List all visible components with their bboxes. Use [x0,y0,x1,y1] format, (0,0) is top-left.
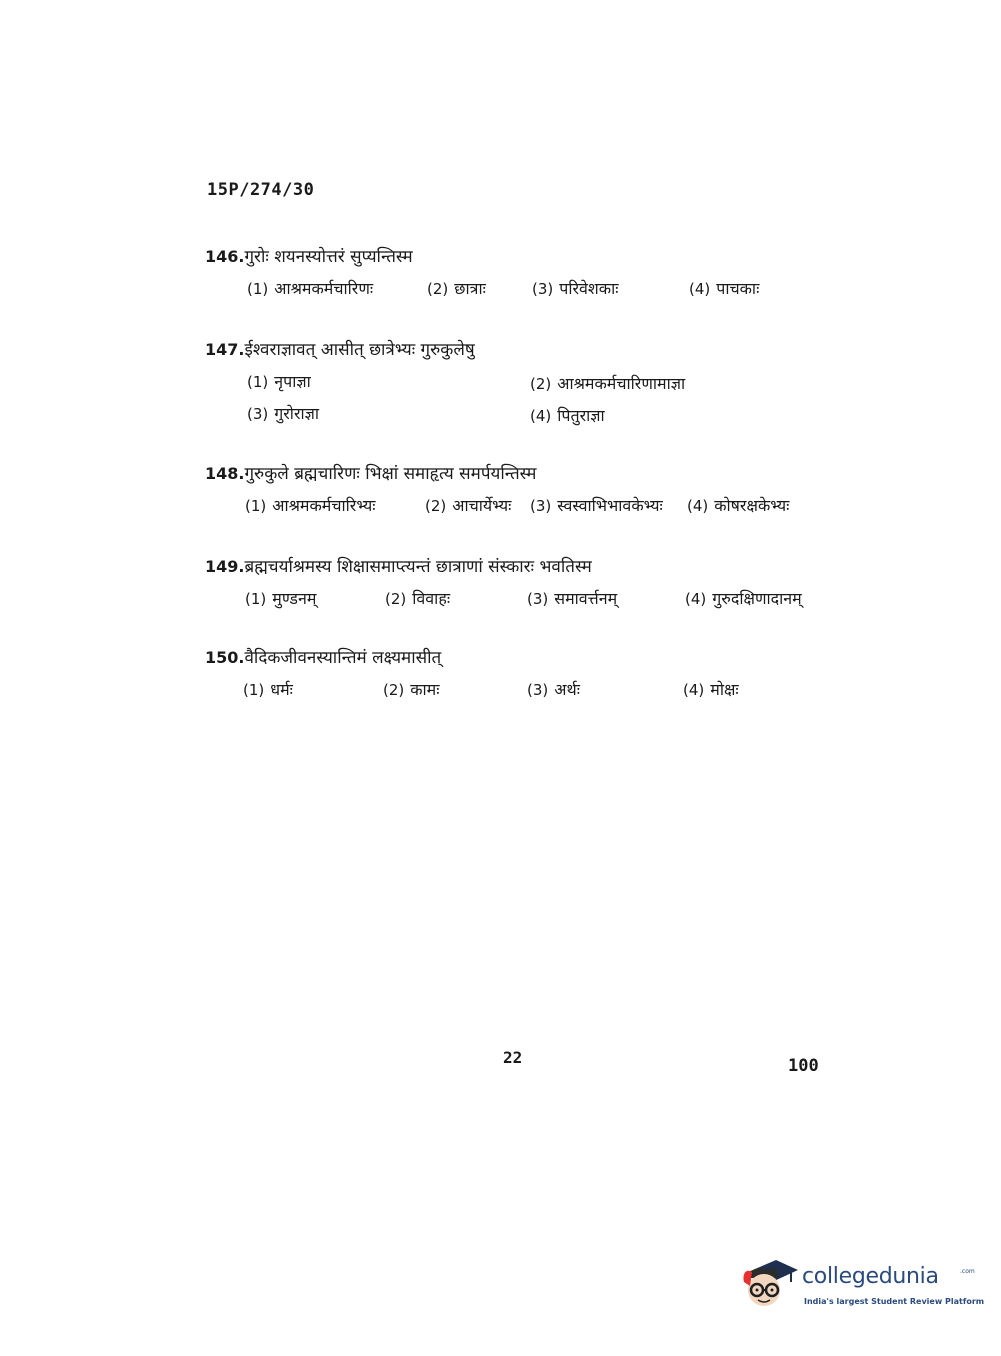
brand-watermark [742,1250,985,1320]
option-number: (2) [425,497,447,515]
option-4 [687,494,789,516]
option-text: अर्थः [554,680,580,699]
option-number: (2) [530,375,552,393]
option-number: (4) [683,681,705,699]
option-1 [247,277,373,299]
option-text: परिवेशकाः [559,279,619,298]
total-marks: 100 [788,1056,819,1076]
options-row [205,277,845,305]
question-number: 149. [205,557,245,576]
question-stem [205,646,845,670]
option-text: छात्राः [454,279,486,298]
option-1 [247,370,311,392]
option-3 [527,587,617,609]
option-number: (1) [247,373,269,391]
option-3 [532,277,618,299]
question-stem [205,338,845,362]
question-text: ईश्वराज्ञावत् आसीत् छात्रेभ्यः गुरुकुलेषु [244,340,475,360]
option-2 [385,587,450,609]
option-number: (3) [527,590,549,608]
question-number: 146. [205,247,245,266]
option-3 [530,494,663,516]
options-row [205,678,845,706]
option-number: (1) [243,681,265,699]
option-text: पितुराज्ञा [557,406,605,425]
option-4 [683,678,739,700]
option-number: (3) [247,405,269,423]
paper-code: 15P/274/30 [207,180,315,200]
option-1 [245,494,376,516]
option-number: (4) [685,590,707,608]
option-text: गुरोराज्ञा [274,404,320,423]
option-text: समावर्त्तनम् [554,589,618,608]
option-number: (1) [245,497,267,515]
option-text: गुरुदक्षिणादानम् [712,589,802,608]
question-number: 148. [205,464,245,483]
option-text: कामः [410,680,440,699]
options-row [205,494,845,522]
option-4 [530,404,605,426]
option-number: (3) [527,681,549,699]
question-stem [205,462,845,486]
option-number: (2) [385,590,407,608]
option-number: (2) [383,681,405,699]
option-text: आचार्येभ्यः [452,496,512,515]
option-text: मोक्षः [710,680,739,699]
question-148 [205,462,845,522]
question-text: गुरुकुले ब्रह्मचारिणः भिक्षां समाहृत्य समर्पयन्तिस्म [244,464,537,484]
option-text: पाचकाः [716,279,760,298]
option-text: मुण्डनम् [272,589,317,608]
option-number: (4) [530,407,552,425]
question-number: 147. [205,340,245,359]
question-147 [205,338,845,434]
option-number: (3) [530,497,552,515]
option-2 [427,277,486,299]
option-2 [425,494,511,516]
student-mascot-icon [742,1252,798,1312]
option-number: (3) [532,280,554,298]
question-stem [205,245,845,269]
options-grid [205,370,845,434]
option-number: (1) [245,590,267,608]
option-4 [689,277,759,299]
question-149 [205,555,845,615]
options-row [205,587,845,615]
option-text: धर्मः [270,680,293,699]
brand-domain-suffix: .com [960,1268,975,1275]
option-text: नृपाज्ञा [274,372,311,391]
brand-name: collegedunia [802,1264,939,1289]
option-2 [530,372,685,394]
option-2 [383,678,439,700]
option-text: स्वस्वाभिभावकेभ्यः [557,496,663,515]
question-stem [205,555,845,579]
brand-tagline: India's largest Student Review Platform [804,1297,985,1306]
option-number: (4) [689,280,711,298]
option-number: (1) [247,280,269,298]
option-text: आश्रमकर्मचारिणामाज्ञा [557,374,686,393]
option-1 [243,678,293,700]
option-4 [685,587,802,609]
option-number: (4) [687,497,709,515]
question-146 [205,245,845,305]
option-3 [527,678,580,700]
question-text: वैदिकजीवनस्यान्तिमं लक्ष्यमासीत् [244,648,442,668]
question-150 [205,646,845,706]
question-number: 150. [205,648,245,667]
option-text: कोषरक्षकेभ्यः [714,496,790,515]
option-number: (2) [427,280,449,298]
page-number: 22 [503,1048,523,1067]
option-3 [247,402,319,424]
option-1 [245,587,316,609]
option-text: आश्रमकर्मचारिणः [274,279,374,298]
option-text: आश्रमकर्मचारिभ्यः [272,496,376,515]
question-text: ब्रह्मचर्याश्रमस्य शिक्षासमाप्त्यन्तं छात्राणां संस्कारः भवतिस्म [244,557,592,577]
question-text: गुरोः शयनस्योत्तरं सुप्यन्तिस्म [244,247,413,267]
option-text: विवाहः [412,589,451,608]
